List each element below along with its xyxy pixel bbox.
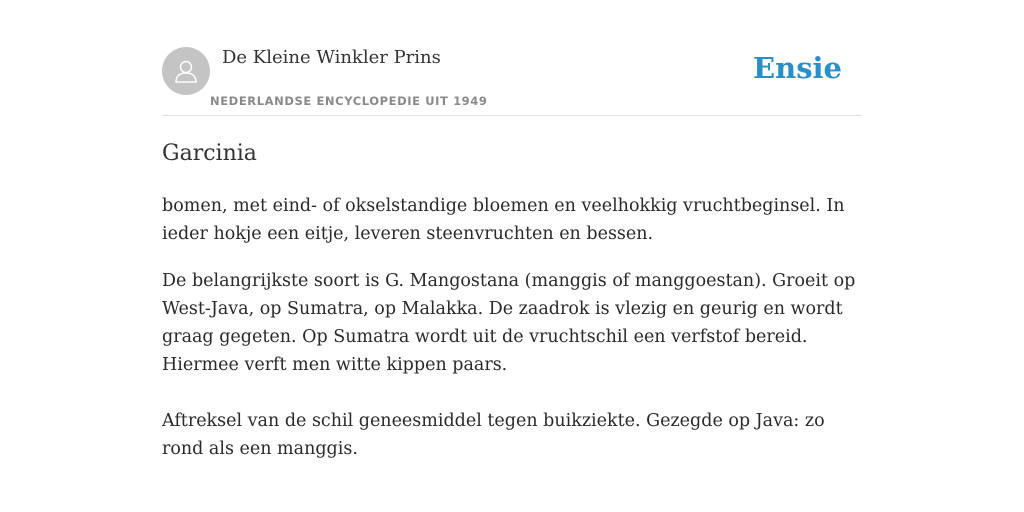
article-title: Garcinia [162, 141, 257, 166]
brand-logo-link[interactable]: Ensie [753, 51, 842, 85]
avatar[interactable] [162, 47, 210, 95]
page-container [162, 0, 862, 459]
source-subtitle: NEDERLANDSE ENCYCLOPEDIE UIT 1949 [210, 94, 488, 108]
article-paragraph: bomen, met eind- of okselstandige bloemen en veelhokkig vruchtbeginsel. In ieder hokje een eitje, leveren steenvruchten en bessen. [162, 196, 845, 244]
user-icon [172, 57, 200, 85]
article [162, 138, 862, 459]
source-title[interactable]: De Kleine Winkler Prins [222, 47, 441, 68]
article-paragraph: De belangrijkste soort is G. Mangostana (manggis of manggoestan). Groeit op West-Java, op Sumatra, op Malakka. De zaadrok is vlezig en geurig en wordt graag gegeten. Op Sumatra wordt uit de vruchtschil een verfstof bereid. Hiermee verft men witte kippen paars. Aftreksel van de schil geneesmiddel tegen buikziekte. Gezegde op Java: zo rond als een manggis. [162, 271, 856, 459]
source-header [162, 0, 862, 116]
